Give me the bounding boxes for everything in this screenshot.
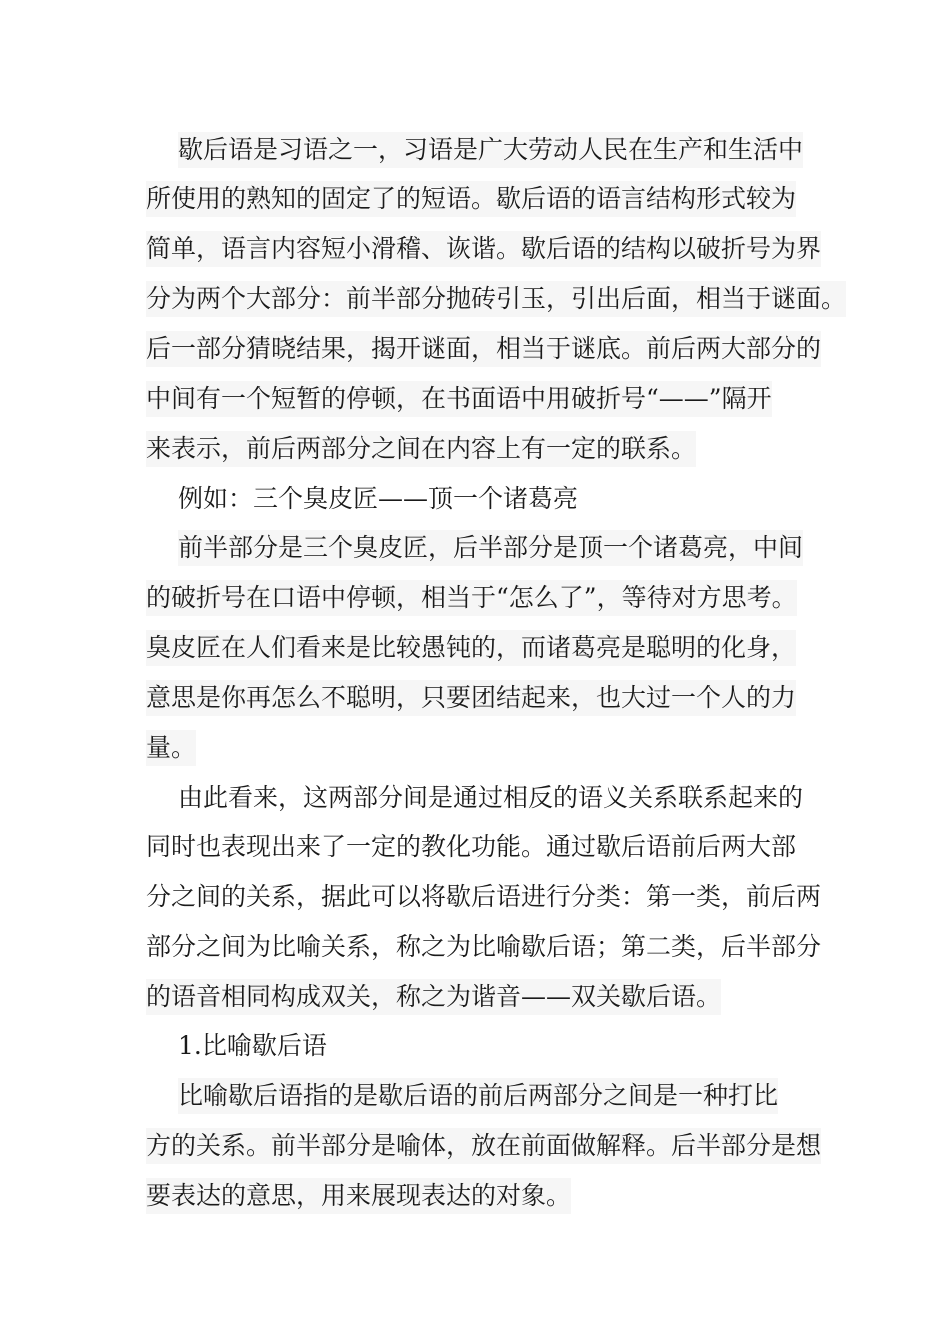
paragraph-line: 来表示，前后两部分之间在内容上有一定的联系。 [146, 431, 696, 467]
paragraph-line: 要表达的意思，用来展现表达的对象。 [146, 1178, 571, 1214]
paragraph-line: 后一部分猜晓结果，揭开谜面，相当于谜底。前后两大部分的 [146, 331, 821, 367]
paragraph-line: 前半部分是三个臭皮匠，后半部分是顶一个诸葛亮，中间 [178, 530, 803, 566]
paragraph-line: 量。 [146, 730, 196, 766]
paragraph-line: 的语音相同构成双关，称之为谐音——双关歇后语。 [146, 979, 721, 1015]
paragraph-line: 同时也表现出来了一定的教化功能。通过歇后语前后两大部 [146, 832, 797, 861]
paragraph-line: 比喻歇后语指的是歇后语的前后两部分之间是一种打比 [178, 1078, 778, 1114]
paragraph-line: 部分之间为比喻关系，称之为比喻歇后语；第二类，后半部分 [146, 932, 822, 961]
paragraph-line: 歇后语是习语之一，习语是广大劳动人民在生产和生活中 [178, 132, 803, 168]
paragraph-line: 意思是你再怎么不聪明，只要团结起来，也大过一个人的力 [146, 680, 796, 716]
example-line: 例如：三个臭皮匠——顶一个诸葛亮 [178, 484, 579, 513]
paragraph-line: 由此看来，这两部分间是通过相反的语义关系联系起来的 [178, 783, 804, 812]
paragraph-line: 分为两个大部分：前半部分抛砖引玉，引出后面，相当于谜面。 [146, 281, 846, 317]
section-heading: 1.比喻歇后语 [178, 1031, 327, 1060]
paragraph-line: 的破折号在口语中停顿，相当于“怎么了”，等待对方思考。 [146, 580, 797, 616]
paragraph-line: 臭皮匠在人们看来是比较愚钝的，而诸葛亮是聪明的化身， [146, 630, 796, 666]
paragraph-line: 分之间的关系，据此可以将歇后语进行分类：第一类，前后两 [146, 882, 822, 911]
paragraph-line: 中间有一个短暂的停顿，在书面语中用破折号“——”隔开 [146, 381, 772, 417]
paragraph-line: 方的关系。前半部分是喻体，放在前面做解释。后半部分是想 [146, 1128, 821, 1164]
paragraph-line: 所使用的熟知的固定了的短语。歇后语的语言结构形式较为 [146, 181, 796, 217]
paragraph-line: 简单，语言内容短小滑稽、诙谐。歇后语的结构以破折号为界 [146, 231, 821, 267]
